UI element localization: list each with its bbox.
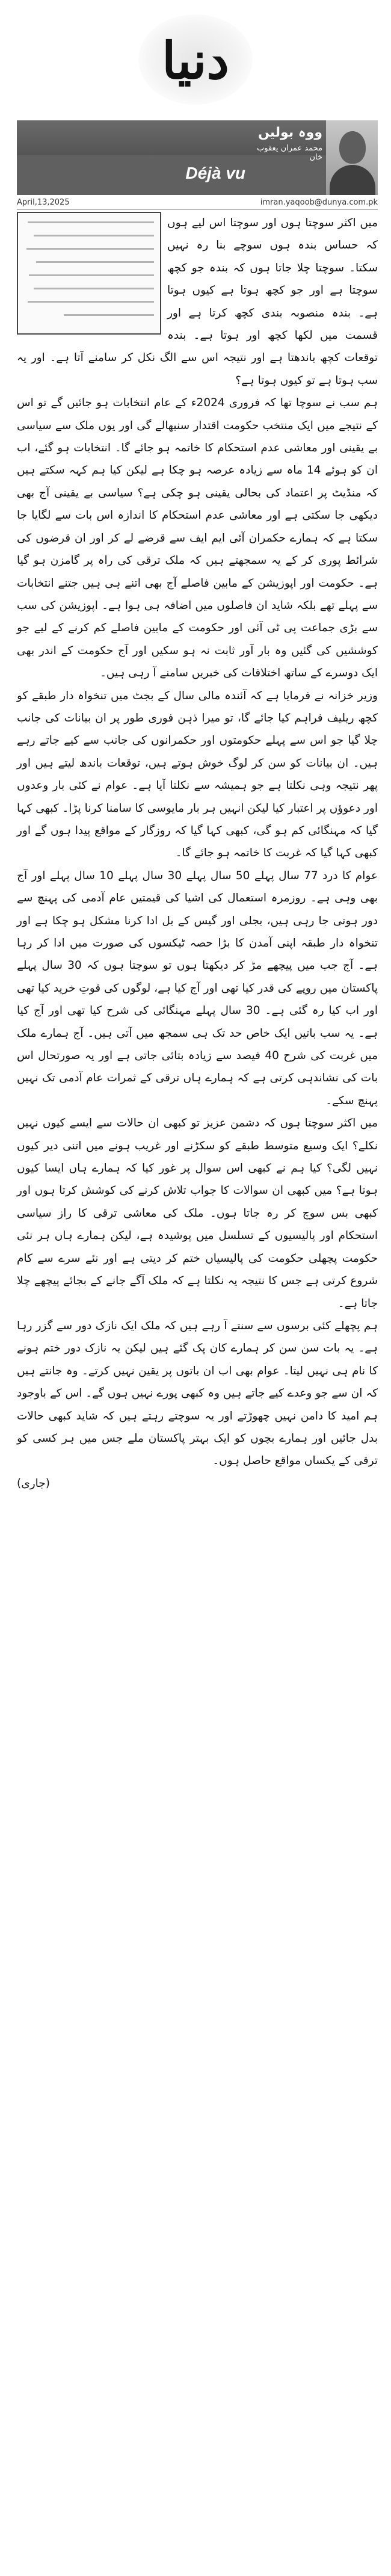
column-title: ووہ بولیں [258,125,322,140]
article-paragraph: ہم سب نے سوچا تھا کہ فروری 2024ء کے عام انتخابات ہو جائیں گے تو اس کے نتیجے میں ایک منتخب حکومت اقتدار سنبھالے گی اور یوں ملک سے سیاسی بے یقینی اور معاشی عدم استحکام کا خاتمہ ہو جائے گا۔ انتخابات ہو گئے، اب ان کو ہوئے 14 ماہ سے زیادہ عرصہ ہو چکا ہے لیکن کیا ہم کہہ سکتے ہیں کہ منڈیٹ پر اعتماد کی بحالی یقینی ہو چکی ہے؟ سیاسی بے یقینی آج بھی دیکھی جا سکتی ہے اور معاشی عدم استحکام کا اندازہ اس بات سے لگایا جا سکتا ہے کہ ہمارے حکمران آئی ایم ایف سے قرضے لے کر اور ان قرضوں کی شرائط پوری کر کے یہ سمجھتے ہیں کہ ملک ترقی کی راہ پر گامزن ہو گیا ہے۔ حکومت اور اپوزیشن کے مابین فاصلے آج بھی اتنے ہی ہیں جتنے انتخابات سے پہلے تھے بلکہ شاید ان فاصلوں میں اضافہ ہی ہوا ہے۔ اپوزیشن کی سب سے بڑی جماعت پی ٹی آئی اور حکومت کے مابین فاصلے کم کرنے کے لیے جو کوششیں کی گئیں وہ بار آور ثابت نہ ہو سکیں اور آج حکومت کے اندر بھی ایک دوسرے کے ساتھ اختلافات کی خبریں سامنے آ رہی ہیں۔ [17,397,378,680]
inset-spacer [17,212,167,336]
column-name: Déjà vu [185,164,245,182]
author-photo-body [330,165,375,195]
column-header-top [17,120,378,155]
article-paragraph: عوام کا درد 77 سال پہلے 50 سال پہلے 30 سال پہلے 10 سال پہلے اور آج بھی وہی ہے۔ روزمرہ استعمال کی اشیا کی قیمتیں عام آدمی کی پہنچ سے دور ہوتی جا رہی ہیں، بجلی اور گیس کے بل ادا کرنا مشکل ہو چکا ہے اور تنخواہ دار طبقہ اپنی آمدن کا بڑا حصہ ٹیکسوں کی صورت میں ادا کر رہا ہے۔ آج جب میں پیچھے مڑ کر دیکھتا ہوں تو سوچتا ہوں کہ 30 سال پہلے پاکستان میں روپے کی قدر کیا تھی اور آج کیا ہے، لوگوں کی قوتِ خرید کیا تھی اور اب کیا رہ گئی ہے۔ 30 سال پہلے مہنگائی کی شرح کیا تھی اور آج کیا ہے۔ یہ سب باتیں ایک خاص حد تک ہی سمجھ میں آتی ہیں۔ آج ہمارے ملک میں غربت کی شرح 40 فیصد سے زیادہ بتائی جاتی ہے اور یہ صورتحال اس بات کی نشاندہی کرتی ہے کہ ہمارے ہاں ترقی کے ثمرات عام آدمی تک نہیں پہنچ سکے۔ [17,869,378,1107]
article-body [17,212,378,1495]
publish-date: April,13,2025 [17,197,70,207]
article-paragraph: میں اکثر سوچتا ہوں کہ دشمن عزیز تو کبھی ان حالات سے ایسے کیوں نہیں نکلے؟ ایک وسیع متوسط طبقے کو سکڑنے اور غریب ہونے میں اتنی دیر کیوں نہیں لگی؟ کیا ہم نے کبھی اس سوال پر غور کیا کہ ہمارے ہاں ایسا کیوں ہوتا ہے؟ میں کبھی ان سوالات کا جواب تلاش کرنے کی کوشش کرتا ہوں اور کبھی بس سوچ کر رہ جاتا ہوں۔ ملک کی معاشی ترقی کا راز سیاسی استحکام اور پالیسیوں کے تسلسل میں پوشیدہ ہے، لیکن ہمارے ہاں ہر نئی حکومت پچھلی حکومت کی پالیسیاں ختم کر دیتی ہے اور نئے سرے سے کام شروع کرتی ہے جس کا نتیجہ یہ نکلتا ہے کہ ملک آگے جانے کے بجائے پیچھے چلا جاتا ہے۔ [17,1117,378,1310]
column-header-band [17,120,378,195]
article-paragraph: وزیر خزانہ نے فرمایا ہے کہ آئندہ مالی سال کے بجٹ میں تنخواہ دار طبقے کو کچھ ریلیف فراہم کیا جائے گا، تو میرا ذہن فوری طور پر ان بیانات کی جانب چلا گیا جو اس سے پہلے حکومتوں اور حکمرانوں کی جانب سے کیے جاتے رہے ہیں۔ ان بیانات کو سن کر لوگ خوش ہوتے ہیں، توقعات باندھ لیتے ہیں اور پھر نتیجہ وہی نکلتا ہے جو ہمیشہ سے نکلتا آیا ہے۔ عوام نے کئی بار وعدوں اور دعوؤں پر اعتبار کیا لیکن انہیں ہر بار مایوسی کا سامنا کرنا پڑا۔ کبھی کہا گیا کہ مہنگائی کم ہو گی، کبھی کہا گیا کہ روزگار کے مواقع پیدا ہوں گے اور کبھی کہا گیا کہ غربت کا خاتمہ ہو جائے گا۔ [17,689,378,860]
article-signoff: (جاری) [17,1477,50,1490]
masthead [0,0,391,120]
article-paragraph: میں اکثر سوچتا ہوں اور سوچتا اس لیے ہوں کہ حساس بندہ ہوں سوچے بنا رہ نہیں سکتا۔ سوچتا چلا جاتا ہوں کہ بندہ جو کچھ سوچتا ہے اور جو کچھ ہوتا ہے کیوں ہوتا ہے۔ بندہ منصوبہ بندی کچھ کرتا ہے اور قسمت میں لکھا کچھ اور ہوتا ہے۔ بندہ توقعات کچھ باندھتا ہے اور نتیجہ اس سے الگ نکل کر سامنے آتا ہے۔ اور یہ سب ہوتا ہے تو کیوں ہوتا ہے؟ [17,217,378,387]
author-photo-head [339,131,366,164]
meta-strip [17,195,378,210]
author-photo [326,120,378,195]
article-paragraph: ہم پچھلے کئی برسوں سے سنتے آ رہے ہیں کہ ملک ایک نازک دور سے گزر رہا ہے۔ یہ بات سن سن کر ہمارے کان پک گئے ہیں لیکن یہ نازک دور ختم ہونے کا نام ہی نہیں لیتا۔ عوام بھی اب ان باتوں پر یقین نہیں کرتے۔ وہ جانتے ہیں کہ ان سے جو وعدے کیے جاتے ہیں وہ کبھی پورے نہیں ہوں گے۔ اس کے باوجود ہم امید کا دامن نہیں چھوڑتے اور یہ سوچتے رہتے ہیں کہ شاید کبھی حالات بدل جائیں اور ہمارے بچوں کو ایک بہتر پاکستان ملے جس میں ہر کسی کو ترقی کے یکساں مواقع حاصل ہوں۔ [17,1319,378,1468]
author-box [250,125,322,162]
newspaper-logo: دنیا [162,30,229,90]
author-name: محمد عمران یعقوب خان [257,144,322,162]
author-email: imran.yaqoob@dunya.com.pk [260,197,378,207]
